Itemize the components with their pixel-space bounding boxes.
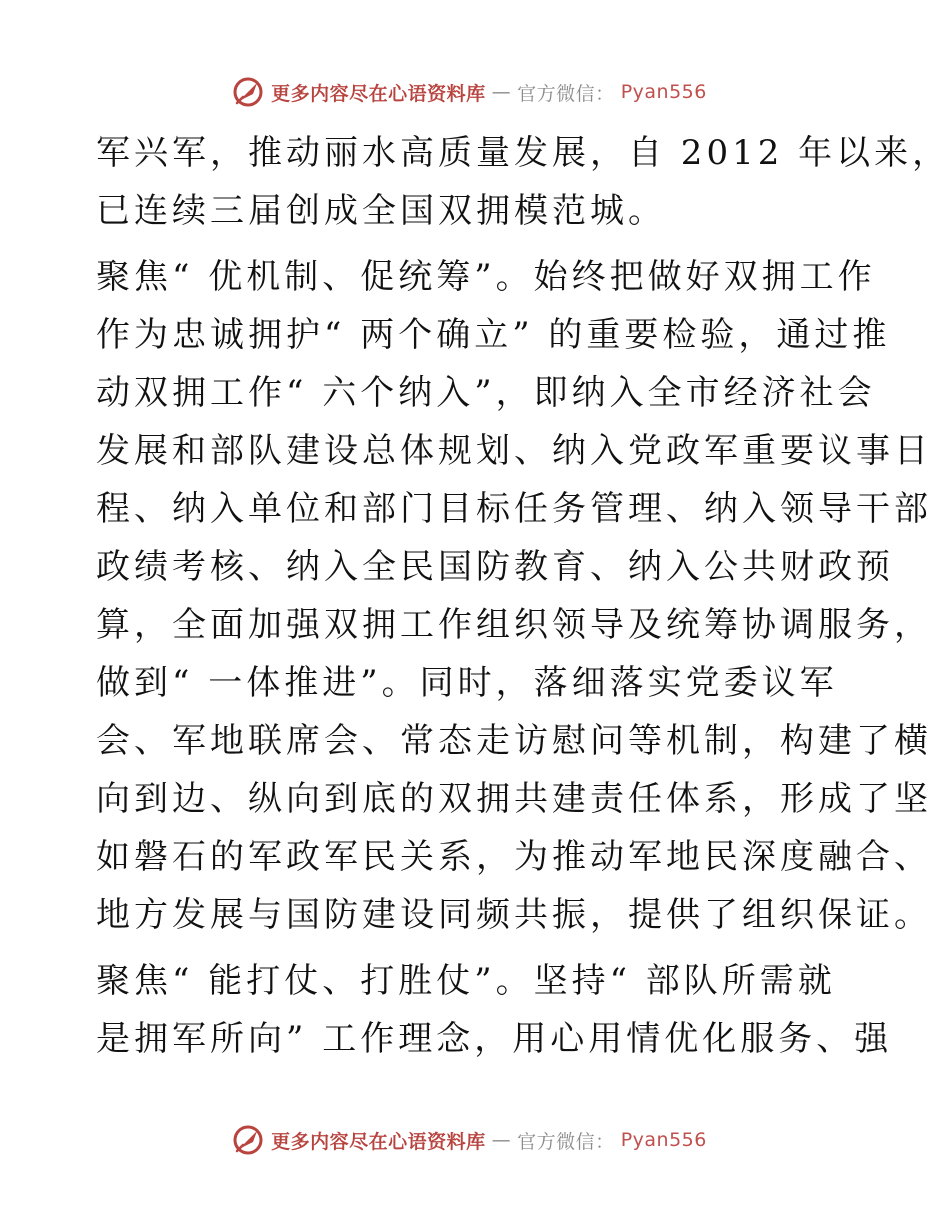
watermark-wechat-label: 官方微信：	[517, 1130, 615, 1153]
watermark-separator: —	[491, 1129, 512, 1151]
footer-watermark	[0, 1118, 950, 1162]
text-line: 动双拥工作“ 六个纳入”，即纳入全市经济社会	[96, 373, 876, 413]
header-watermark	[0, 70, 950, 114]
text-line: 发展和部队建设总体规划、纳入党政军重要议事日	[96, 431, 932, 471]
watermark-group	[231, 1123, 707, 1157]
paragraph	[96, 952, 893, 1068]
paragraph	[96, 124, 950, 240]
watermark-wechat-label: 官方微信：	[517, 82, 615, 105]
text-line: 聚焦“ 能打仗、打胜仗”。坚持“ 部队所需就	[96, 961, 836, 1001]
watermark-group	[231, 75, 707, 109]
text-line: 会、军地联席会、常态走访慰问等机制，构建了横	[96, 721, 932, 761]
watermark-main-text: 更多内容尽在心语资料库	[271, 1130, 486, 1153]
watermark-main-text: 更多内容尽在心语资料库	[271, 82, 486, 105]
text-line: 已连续三届创成全国双拥模范城。	[96, 191, 666, 231]
text-line: 政绩考核、纳入全民国防教育、纳入公共财政预	[96, 547, 894, 587]
text-line: 算，全面加强双拥工作组织领导及统筹协调服务，	[96, 605, 932, 645]
text-line: 程、纳入单位和部门目标任务管理、纳入领导干部	[96, 489, 932, 529]
text-line: 如磐石的军政军民关系，为推动军地民深度融合、	[96, 837, 932, 877]
text-line: 军兴军，推动丽水高质量发展，自 2012 年以来，	[96, 133, 950, 173]
watermark-wechat-id: Pyan556	[620, 81, 707, 103]
text-line: 聚焦“ 优机制、促统筹”。始终把做好双拥工作	[96, 257, 876, 297]
text-line: 地方发展与国防建设同频共振，提供了组织保证。	[96, 895, 932, 935]
watermark-wechat-id: Pyan556	[620, 1129, 707, 1151]
text-line: 是拥军所向” 工作理念，用心用情优化服务、强	[96, 1019, 893, 1059]
text-line: 作为忠诚拥护“ 两个确立” 的重要检验，通过推	[96, 315, 891, 355]
text-line: 向到边、纵向到底的双拥共建责任体系，形成了坚	[96, 779, 932, 819]
red-quill-emblem-icon	[231, 1123, 265, 1157]
paragraph	[96, 248, 932, 944]
text-line: 做到“ 一体推进”。同时，落细落实党委议军	[96, 663, 838, 703]
document-body	[96, 124, 950, 1068]
watermark-separator: —	[491, 81, 512, 103]
red-quill-emblem-icon	[231, 75, 265, 109]
